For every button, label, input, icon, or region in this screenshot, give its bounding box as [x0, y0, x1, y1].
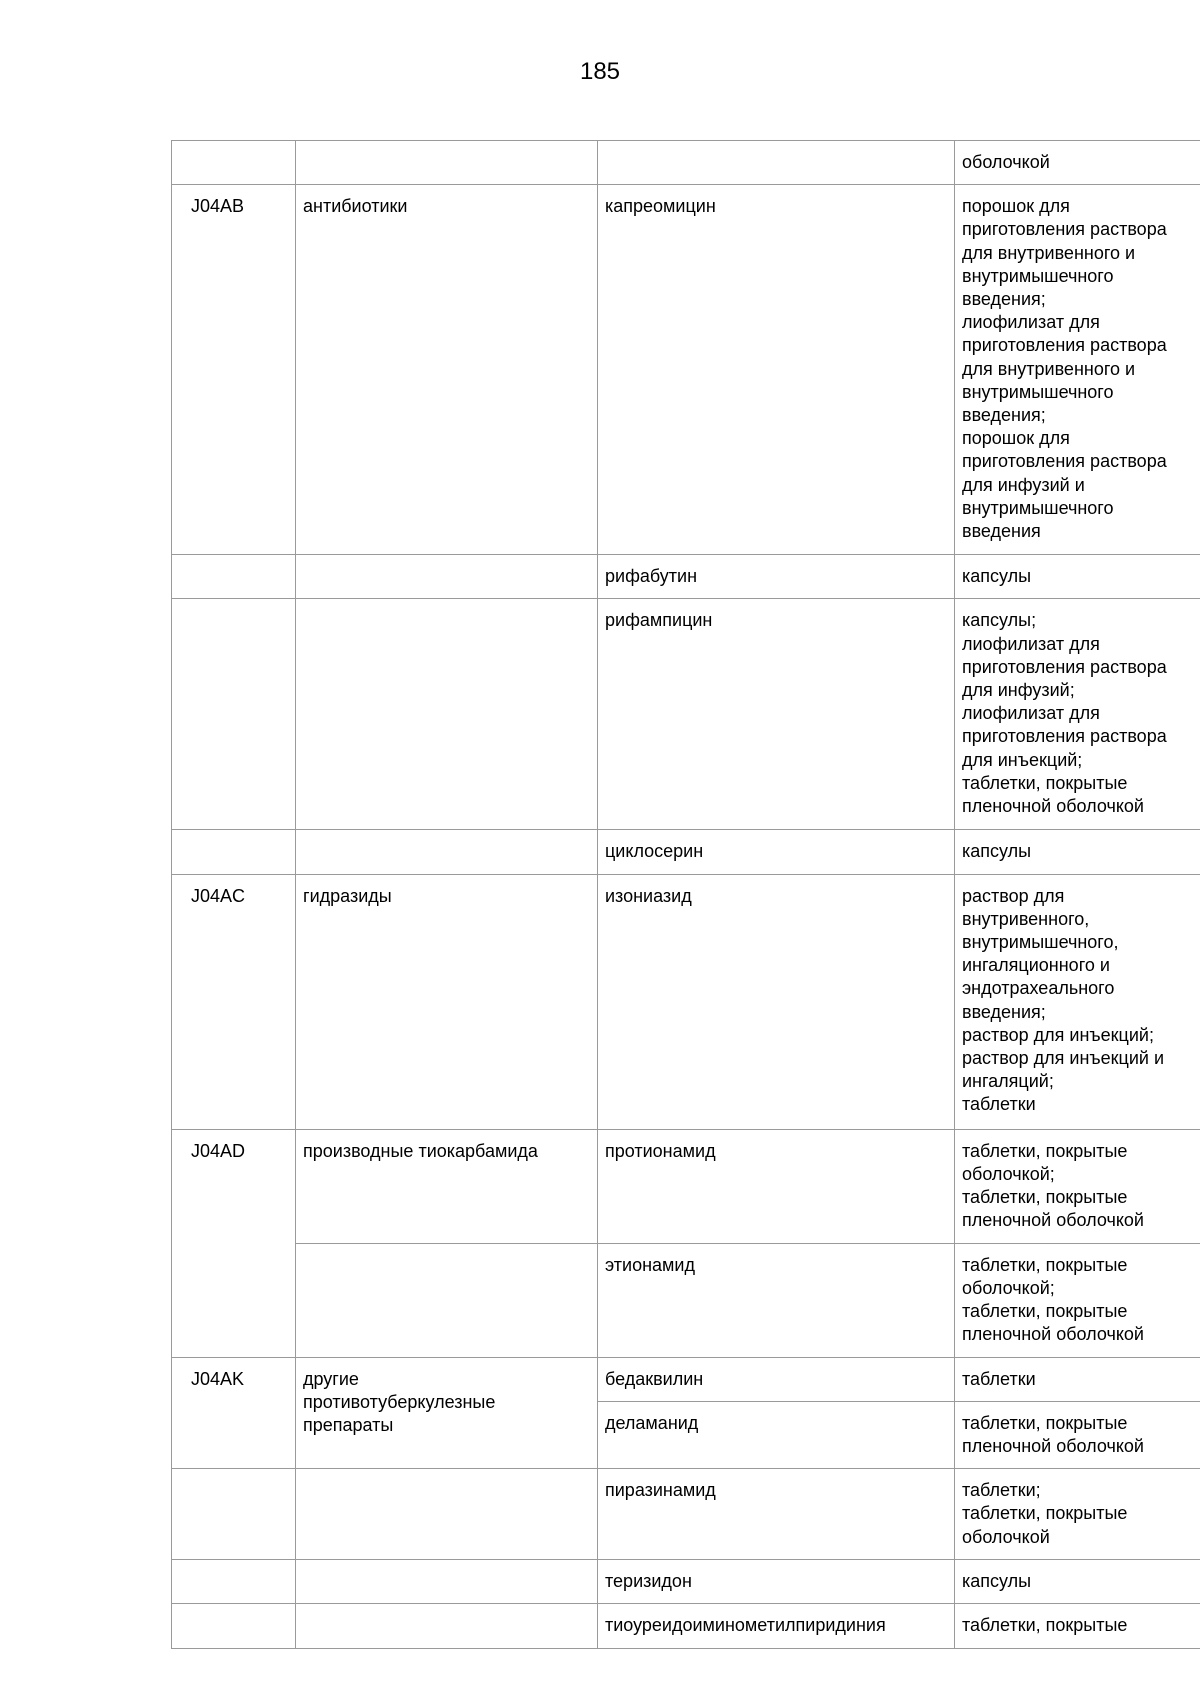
table-row [172, 1560, 1200, 1604]
dosage-forms-cell: таблетки, покрытые оболочкой; таблетки, покрытые пленочной оболочкой [955, 1243, 1200, 1357]
page-number: 185 [579, 58, 621, 85]
table-row [172, 141, 1200, 185]
dosage-forms-cell: таблетки, покрытые [955, 1604, 1200, 1648]
dosage-forms-cell: раствор для внутривенного, внутримышечного, ингаляционного и эндотрахеального введения; раствор для инъекций; раствор для инъекций и ингаляций; таблетки [955, 874, 1200, 1129]
drug-name-cell: рифабутин [598, 555, 955, 599]
dosage-forms-cell: таблетки, покрытые пленочной оболочкой [955, 1401, 1200, 1468]
dosage-forms-cell: капсулы [955, 830, 1200, 874]
dosage-forms-cell: таблетки [955, 1357, 1200, 1401]
atc-code-cell: J04AK [172, 1357, 296, 1469]
group-cell: антибиотики [296, 185, 598, 555]
drug-table [171, 140, 1200, 1649]
drug-name-cell: тиоуреидоиминометилпиридиния [598, 1604, 955, 1648]
atc-code-cell: J04AD [172, 1129, 296, 1357]
atc-code-cell [172, 555, 296, 599]
dosage-forms-cell: оболочкой [955, 141, 1200, 185]
dosage-forms-cell: капсулы; лиофилизат для приготовления раствора для инфузий; лиофилизат для приготовления раствора для инъекций; таблетки, покрытые пленочной оболочкой [955, 599, 1200, 830]
table-row [172, 1469, 1200, 1560]
table-row [172, 555, 1200, 599]
table-row [172, 185, 1200, 555]
group-cell [296, 141, 598, 185]
dosage-forms-cell: таблетки, покрытые оболочкой; таблетки, покрытые пленочной оболочкой [955, 1129, 1200, 1243]
atc-code-cell: J04AB [172, 185, 296, 555]
dosage-forms-cell: капсулы [955, 1560, 1200, 1604]
group-cell [296, 1604, 598, 1648]
drug-name-cell: этионамид [598, 1243, 955, 1357]
group-cell: другие противотуберкулезные препараты [296, 1357, 598, 1469]
table-row [172, 874, 1200, 1129]
dosage-forms-cell: порошок для приготовления раствора для внутривенного и внутримышечного введения; лиофилизат для приготовления раствора для внутривенного и внутримышечного введения; порошок для приготовления раствора для инфузий и внутримышечного введения [955, 185, 1200, 555]
dosage-forms-cell: таблетки; таблетки, покрытые оболочкой [955, 1469, 1200, 1560]
atc-code-cell [172, 141, 296, 185]
group-cell: производные тиокарбамида [296, 1129, 598, 1243]
group-cell: гидразиды [296, 874, 598, 1129]
drug-name-cell: деламанид [598, 1401, 955, 1468]
atc-code-cell [172, 1604, 296, 1648]
group-cell [296, 1243, 598, 1357]
table-row [172, 1604, 1200, 1648]
group-cell [296, 1469, 598, 1560]
group-cell [296, 599, 598, 830]
atc-code-cell: J04AC [172, 874, 296, 1129]
group-cell [296, 830, 598, 874]
table-row [172, 599, 1200, 830]
drug-name-cell: рифампицин [598, 599, 955, 830]
group-cell [296, 555, 598, 599]
drug-name-cell: протионамид [598, 1129, 955, 1243]
table-row [172, 1357, 1200, 1401]
dosage-forms-cell: капсулы [955, 555, 1200, 599]
table-row [172, 1129, 1200, 1243]
atc-code-cell [172, 1469, 296, 1560]
group-cell [296, 1560, 598, 1604]
drug-name-cell: бедаквилин [598, 1357, 955, 1401]
atc-code-cell [172, 599, 296, 830]
drug-name-cell: изониазид [598, 874, 955, 1129]
atc-code-cell [172, 830, 296, 874]
drug-name-cell [598, 141, 955, 185]
atc-code-cell [172, 1560, 296, 1604]
drug-name-cell: капреомицин [598, 185, 955, 555]
drug-name-cell: пиразинамид [598, 1469, 955, 1560]
table-row [172, 1243, 1200, 1357]
drug-name-cell: циклосерин [598, 830, 955, 874]
drug-name-cell: теризидон [598, 1560, 955, 1604]
table-row [172, 830, 1200, 874]
